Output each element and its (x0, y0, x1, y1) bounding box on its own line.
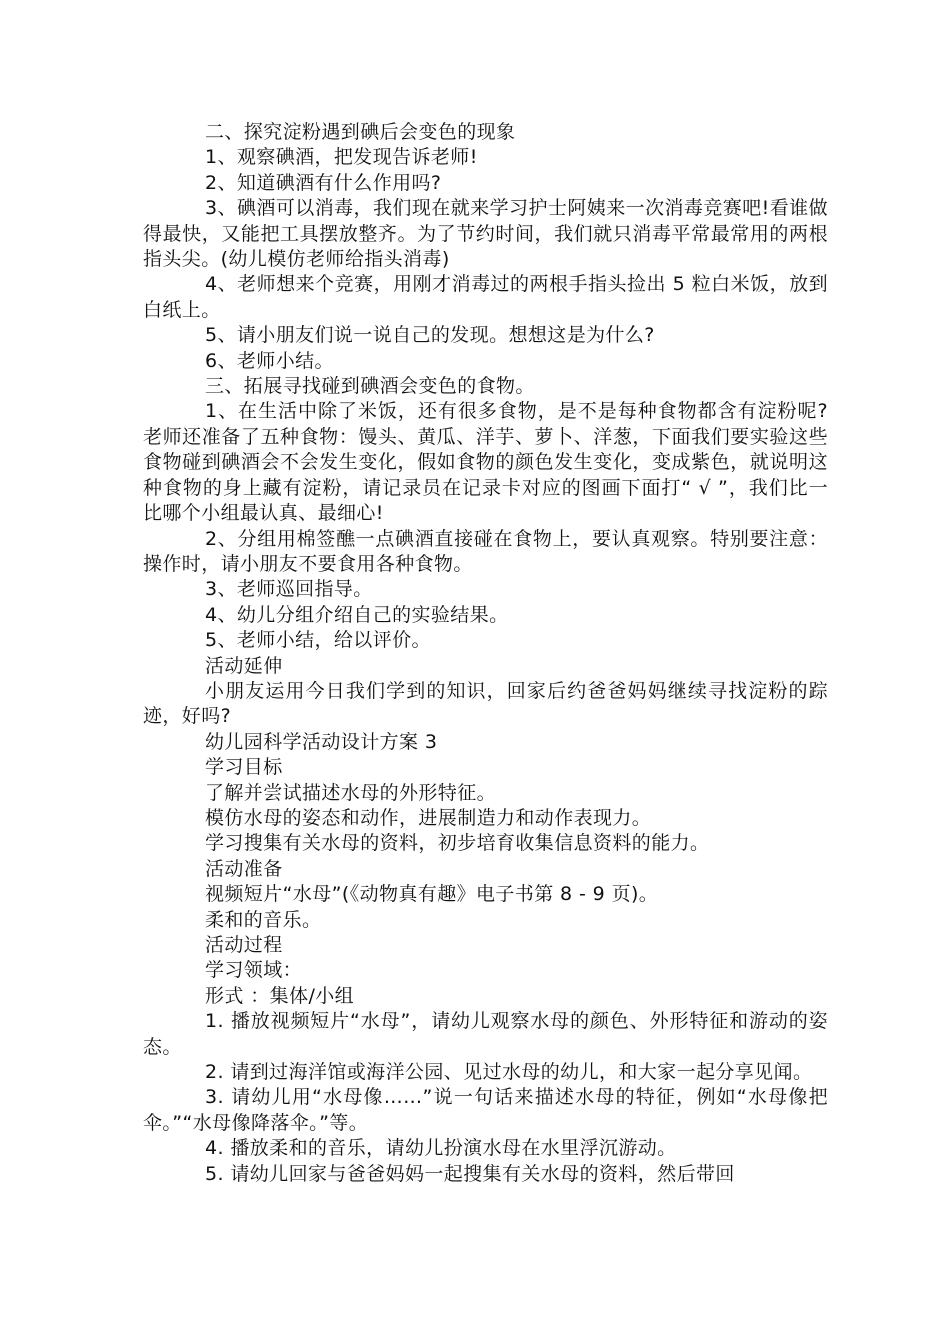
step-item: 1、在生活中除了米饭，还有很多食物，是不是每种食物都含有淀粉呢?老师还准备了五种食物：馒头、黄瓜、洋芋、萝卜、洋葱，下面我们要实验这些食物碰到碘酒会不会发生变化，假如食物的颜色发生变化，变成紫色，就说明这种食物的身上藏有淀粉，请记录员在记录卡对应的图画下面打“ √ ”，我们比一比哪个小组最认真、最细心! (143, 400, 828, 525)
material-item: 视频短片“水母”(《动物真有趣》电子书第 8 - 9 页)。 (205, 883, 659, 906)
step-item: 4、老师想来个竞赛，用刚才消毒过的两根手指头捡出 5 粒白米饭，放到白纸上。 (143, 273, 828, 321)
document-body (143, 120, 828, 1187)
step-item: 3、老师巡回指导。 (205, 578, 373, 601)
step-item: 2、知道碘酒有什么作用吗? (205, 171, 442, 194)
field-label: 形式 ：集体/小组 (205, 984, 355, 1007)
step-item: 1. 播放视频短片“水母”，请幼儿观察水母的颜色、外形特征和游动的姿态。 (143, 1010, 828, 1058)
section-heading: 学习目标 (205, 756, 283, 779)
section-heading: 活动延伸 (205, 654, 283, 677)
step-item: 2. 请到过海洋馆或海洋公园、见过水母的幼儿，和大家一起分享见闻。 (205, 1061, 813, 1084)
section-heading: 活动过程 (205, 934, 283, 956)
section-heading: 三、拓展寻找碰到碘酒会变色的食物。 (205, 375, 535, 398)
section-heading: 二、探究淀粉遇到碘后会变色的现象 (205, 121, 516, 143)
step-item: 3、碘酒可以消毒，我们现在就来学习护士阿姨来一次消毒竞赛吧!看谁做得最快，又能把工具摆放整齐。为了节约时间，我们就只消毒平常最常用的两根指头尖。(幼儿模仿老师给指头消毒) (143, 197, 828, 271)
goal-item: 学习搜集有关水母的资料，初步培育收集信息资料的能力。 (205, 832, 710, 855)
step-item: 4、幼儿分组介绍自己的实验结果。 (205, 603, 509, 626)
step-item: 5、老师小结，给以评价。 (205, 629, 431, 652)
step-item: 3. 请幼儿用“水母像……”说一句话来描述水母的特征，例如“水母像把伞。”“水母像降落伞。”等。 (143, 1086, 828, 1134)
step-item: 5、请小朋友们说一说自己的发现。想想这是为什么? (205, 324, 655, 347)
section-heading: 活动准备 (205, 857, 283, 880)
step-item: 4. 播放柔和的音乐，请幼儿扮演水母在水里浮沉游动。 (205, 1137, 677, 1160)
document-title: 幼儿园科学活动设计方案 3 (205, 730, 438, 753)
step-item: 1、观察碘酒，把发现告诉老师! (205, 146, 478, 169)
step-item: 2、分组用棉签醮一点碘酒直接碰在食物上，要认真观察。特别要注意：操作时，请小朋友不要食用各种食物。 (143, 527, 828, 575)
field-label: 学习领域： (205, 959, 303, 982)
goal-item: 了解并尝试描述水母的外形特征。 (205, 781, 497, 804)
goal-item: 模仿水母的姿态和动作，进展制造力和动作表现力。 (205, 806, 652, 829)
material-item: 柔和的音乐。 (205, 908, 322, 931)
body-paragraph: 小朋友运用今日我们学到的知识，回家后约爸爸妈妈继续寻找淀粉的踪迹，好吗? (143, 679, 828, 728)
step-item: 6、老师小结。 (205, 349, 334, 372)
step-item: 5. 请幼儿回家与爸爸妈妈一起搜集有关水母的资料，然后带回 (205, 1162, 735, 1185)
